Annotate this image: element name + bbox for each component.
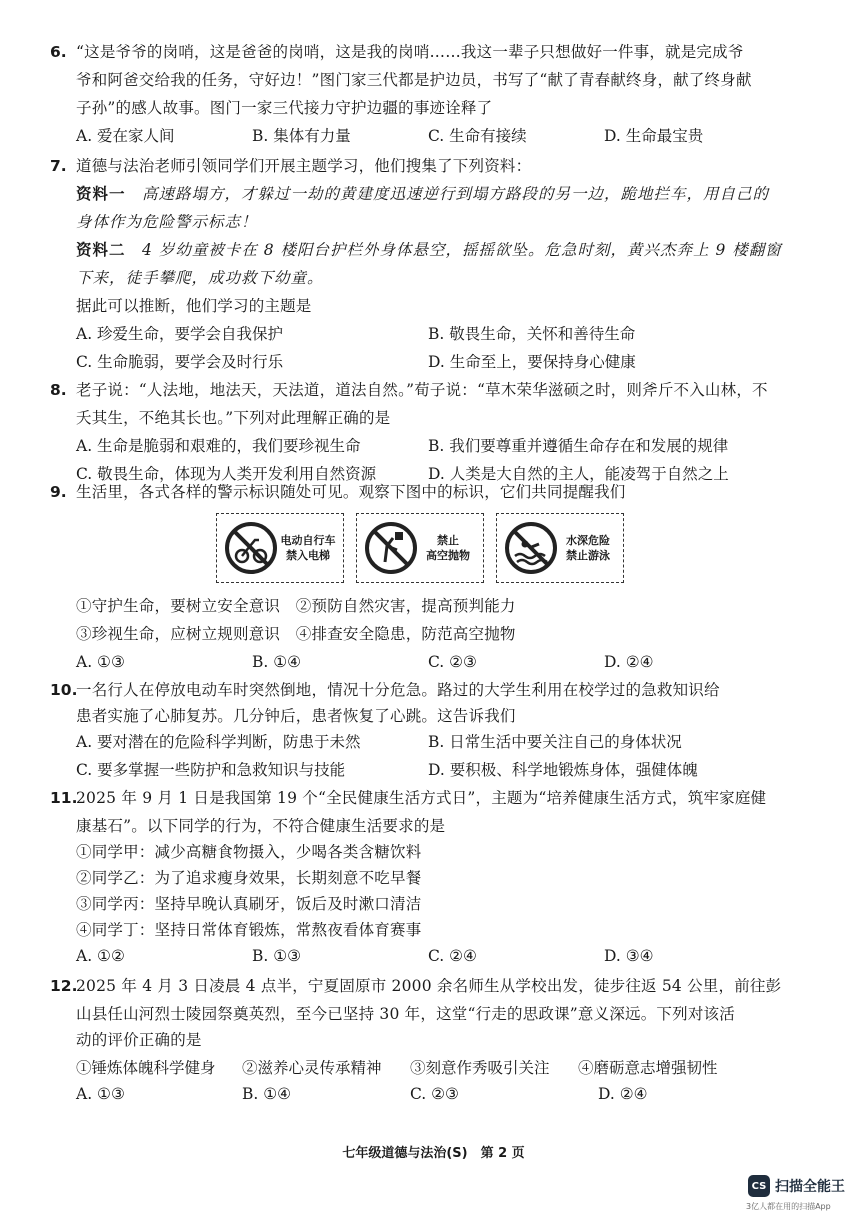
scanner-app-name: 扫描全能王 bbox=[775, 1179, 845, 1195]
question-text: 生活里，各式各样的警示标识随处可见。观察下图中的标识，它们共同提醒我们 bbox=[76, 483, 626, 501]
option-d: D. ③④ bbox=[604, 947, 654, 965]
option-b: B. ①④ bbox=[252, 653, 302, 671]
question-text: “这是爷爷的岗哨，这是爸爸的岗哨，这是我的岗哨……我这一辈子只想做好一件事，就是完成爷 bbox=[76, 43, 744, 61]
statement-item: ②滋养心灵传承精神 bbox=[242, 1059, 382, 1077]
question-number: 6. bbox=[50, 43, 67, 61]
statement-list: ③珍视生命，应树立规则意识 ④排查安全隐患，防范高空抛物 bbox=[76, 625, 516, 643]
sign-label bbox=[419, 533, 477, 563]
question-number: 11. bbox=[50, 789, 78, 807]
material-text: 4 岁幼童被卡在 8 楼阳台护栏外身体悬空，摇摇欲坠。危急时刻，黄兴杰奔上 9 楼翻窗 bbox=[142, 241, 782, 259]
question-text: 2025 年 4 月 3 日凌晨 4 点半，宁夏固原市 2000 余名师生从学校出发，徒步往返 54 公里，前往彭 bbox=[76, 977, 782, 995]
option-d: D. 生命至上，要保持身心健康 bbox=[428, 353, 636, 371]
question-number: 7. bbox=[50, 157, 67, 175]
material-label: 资料二 bbox=[76, 241, 126, 259]
option-d: D. 人类是大自然的主人，能凌驾于自然之上 bbox=[428, 465, 729, 483]
sign-label-line: 禁止游泳 bbox=[566, 549, 610, 562]
option-b: B. ①④ bbox=[242, 1085, 292, 1103]
option-a: A. 生命是脆弱和艰难的，我们要珍视生命 bbox=[76, 437, 361, 455]
question-text: 夭其生，不绝其长也。”下列对此理解正确的是 bbox=[76, 409, 391, 427]
option-b: B. 敬畏生命，关怀和善待生命 bbox=[428, 325, 636, 343]
material-text: 身体作为危险警示标志！ bbox=[76, 213, 258, 231]
statement-list: ①守护生命，要树立安全意识 ②预防自然灾害，提高预判能力 bbox=[76, 597, 516, 615]
scanner-watermark bbox=[748, 1175, 845, 1197]
material-label: 资料一 bbox=[76, 185, 126, 203]
statement-item: ④同学丁：坚持日常体育锻炼，常熬夜看体育赛事 bbox=[76, 921, 422, 939]
question-text: 老子说：“人法地，地法天，天法道，道法自然。”荀子说：“草木荣华滋硕之时，则斧斤不入山林，不 bbox=[76, 381, 768, 399]
material-text: 下来，徒手攀爬，成功救下幼童。 bbox=[76, 269, 324, 287]
statement-item: ④磨砺意志增强韧性 bbox=[578, 1059, 718, 1077]
question-number: 12. bbox=[50, 977, 78, 995]
no-throwing-icon bbox=[363, 520, 419, 576]
material-two bbox=[76, 240, 836, 260]
statement-item: ②同学乙：为了追求瘦身效果，长期刻意不吃早餐 bbox=[76, 869, 422, 887]
option-a: A. 爱在家人间 bbox=[76, 127, 175, 145]
sign-label bbox=[279, 533, 337, 563]
warning-sign bbox=[356, 513, 484, 583]
question-text: 爷和阿爸交给我的任务，守好边！”图门家三代都是护边员，书写了“献了青春献终身，献了终身献 bbox=[76, 71, 752, 89]
option-b: B. 集体有力量 bbox=[252, 127, 351, 145]
question-text: 患者实施了心肺复苏。几分钟后，患者恢复了心跳。这告诉我们 bbox=[76, 707, 516, 725]
material-one bbox=[76, 184, 836, 204]
question-text: 康基石”。以下同学的行为，不符合健康生活要求的是 bbox=[76, 817, 446, 835]
statement-item: ①锤炼体魄科学健身 bbox=[76, 1059, 216, 1077]
statement-item: ③同学丙：坚持早晚认真刷牙，饭后及时漱口清洁 bbox=[76, 895, 422, 913]
option-d: D. 要积极、科学地锻炼身体，强健体魄 bbox=[428, 761, 698, 779]
sign-label-line: 禁止 bbox=[437, 534, 459, 547]
option-a: A. ①② bbox=[76, 947, 125, 965]
option-a: A. 珍爱生命，要学会自我保护 bbox=[76, 325, 284, 343]
question-text: 一名行人在停放电动车时突然倒地，情况十分危急。路过的大学生利用在校学过的急救知识给 bbox=[76, 681, 720, 699]
option-c: C. 生命有接续 bbox=[428, 127, 527, 145]
option-b: B. ①③ bbox=[252, 947, 302, 965]
question-text: 动的评价正确的是 bbox=[76, 1031, 202, 1049]
material-text: 高速路塌方，才躲过一劫的黄建度迅速逆行到塌方路段的另一边，跪地拦车，用自己的 bbox=[142, 185, 770, 203]
scanner-tagline: 3亿人都在用的扫描App bbox=[746, 1202, 831, 1211]
warning-sign bbox=[496, 513, 624, 583]
option-d: D. 生命最宝贵 bbox=[604, 127, 704, 145]
option-a: A. ①③ bbox=[76, 653, 125, 671]
sign-label bbox=[559, 533, 617, 563]
question-text: 道德与法治老师引领同学们开展主题学习，他们搜集了下列资料： bbox=[76, 157, 532, 175]
sign-label-line: 电动自行车 bbox=[280, 534, 336, 547]
sign-label-line: 水深危险 bbox=[566, 534, 610, 547]
option-d: D. ②④ bbox=[598, 1085, 648, 1103]
option-c: C. 要多掌握一些防护和急救知识与技能 bbox=[76, 761, 346, 779]
statement-item: ③刻意作秀吸引关注 bbox=[410, 1059, 550, 1077]
option-b: B. 日常生活中要关注自己的身体状况 bbox=[428, 733, 682, 751]
statement-item: ①同学甲：减少高糖食物摄入，少喝各类含糖饮料 bbox=[76, 843, 422, 861]
question-text: 2025 年 9 月 1 日是我国第 19 个“全民健康生活方式日”，主题为“培养健康生活方式，筑牢家庭健 bbox=[76, 789, 767, 807]
question-text: 山县任山河烈士陵园祭奠英烈，至今已坚持 30 年，这堂“行走的思政课”意义深远。下列对该活 bbox=[76, 1005, 735, 1023]
question-number: 10. bbox=[50, 681, 78, 699]
question-number: 9. bbox=[50, 483, 67, 501]
option-c: C. ②③ bbox=[428, 653, 477, 671]
sign-label-line: 高空抛物 bbox=[426, 549, 470, 562]
option-c: C. ②④ bbox=[428, 947, 477, 965]
question-number: 8. bbox=[50, 381, 67, 399]
option-c: C. 生命脆弱，要学会及时行乐 bbox=[76, 353, 284, 371]
page-footer: 七年级道德与法治(S) 第 2 页 bbox=[342, 1146, 525, 1161]
scanner-logo-icon: CS bbox=[748, 1175, 770, 1197]
option-c: C. ②③ bbox=[410, 1085, 459, 1103]
question-text: 子孙”的感人故事。图门一家三代接力守护边疆的事迹诠释了 bbox=[76, 99, 493, 117]
warning-sign bbox=[216, 513, 344, 583]
question-text: 据此可以推断，他们学习的主题是 bbox=[76, 297, 312, 315]
no-ebike-icon bbox=[223, 520, 279, 576]
sign-label-line: 禁入电梯 bbox=[286, 549, 330, 562]
option-c: C. 敬畏生命，体现为人类开发利用自然资源 bbox=[76, 465, 377, 483]
option-b: B. 我们要尊重并遵循生命存在和发展的规律 bbox=[428, 437, 729, 455]
option-d: D. ②④ bbox=[604, 653, 654, 671]
option-a: A. 要对潜在的危险科学判断，防患于未然 bbox=[76, 733, 361, 751]
no-swimming-icon bbox=[503, 520, 559, 576]
option-a: A. ①③ bbox=[76, 1085, 125, 1103]
